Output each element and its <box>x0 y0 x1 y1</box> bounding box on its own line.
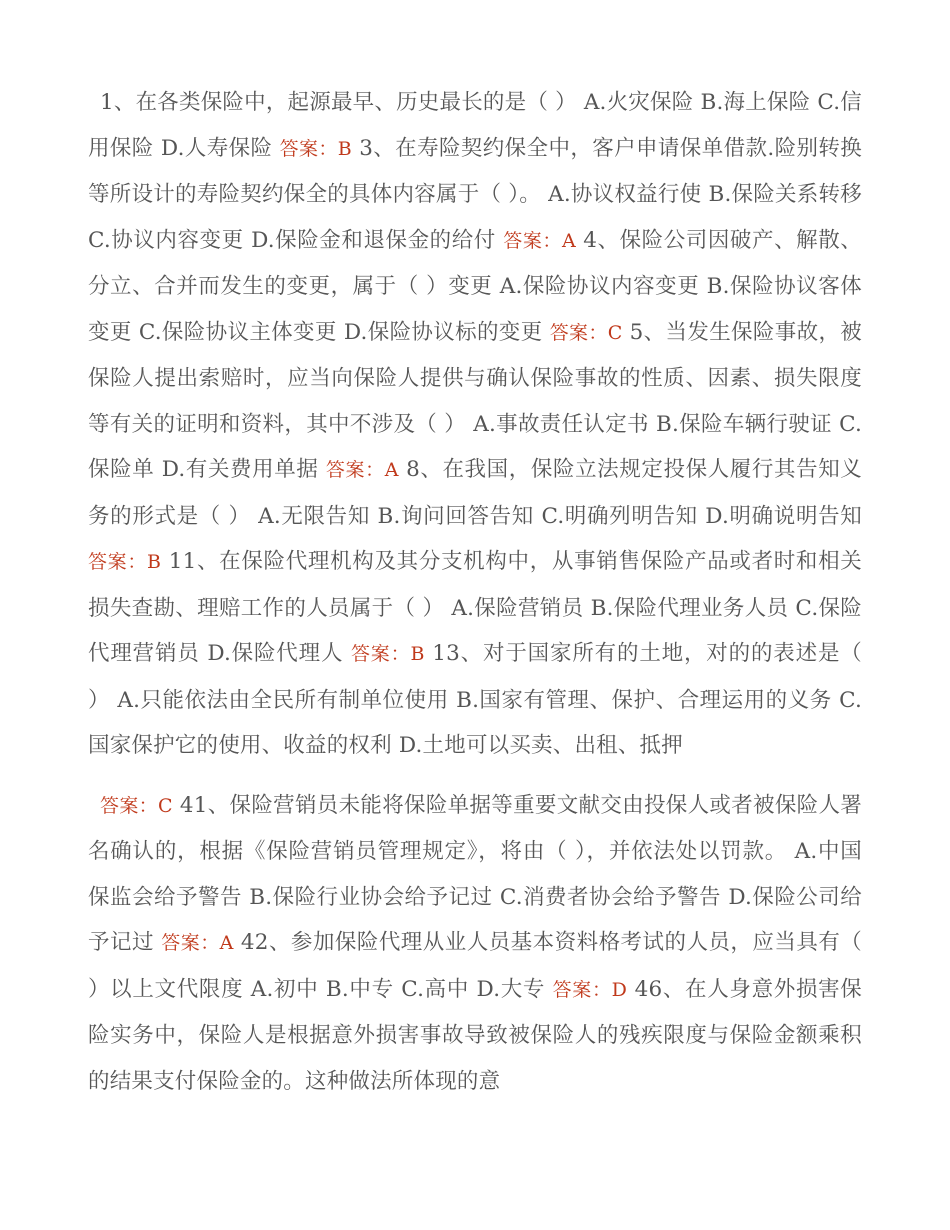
question-text: 4、保险公司因破产、解散、分立、合并而发生的变更，属于（ ）变更 A.保险协议内容变更 B.保险协议客体变更 C.保险协议主体变更 D.保险协议标的变更 <box>88 227 862 345</box>
answer-label: 答案：D <box>552 978 628 1001</box>
paragraph-questions-2 <box>88 783 862 1105</box>
answer-label: 答案：C <box>549 321 623 344</box>
question-text: 5、当发生保险事故，被保险人提出索赔时，应当向保险人提供与确认保险事故的性质、因素、损失限度等有关的证明和资料，其中不涉及（ ） A.事故责任认定书 B.保险车辆行驶证 C.保险单 D.有关费用单据 <box>88 319 862 482</box>
answer-label: 答案：B <box>88 551 162 573</box>
question-text: 1、在各类保险中，起源最早、历史最长的是（ ） A.火灾保险 B.海上保险 C.信用保险 D.人寿保险 <box>88 90 862 161</box>
answer-label: 答案：A <box>325 459 399 481</box>
question-text: 46、在人身意外损害保险实务中，保险人是根据意外损害事故导致被保险人的残疾限度与保险金额乘积的结果支付保险金的。这种做法所体现的意 <box>88 976 863 1094</box>
answer-label: 答案：C <box>100 794 173 817</box>
question-text: 41、保险营销员未能将保险单据等重要文献交由投保人或者被保险人署名确认的，根据《保险营销员管理规定》，将由（ ），并依法处以罚款。 A.中国保监会给予警告 B.保险行业协会给予记过 C.消费者协会给予警告 D.保险公司给予记过 <box>88 792 863 955</box>
question-text: 8、在我国，保险立法规定投保人履行其告知义务的形式是（ ） A.无限告知 B.询问回答告知 C.明确列明告知 D.明确说明告知 <box>88 457 862 529</box>
question-text: 13、对于国家所有的土地，对的的表述是（ ） A.只能依法由全民所有制单位使用 B.国家有管理、保护、合理运用的义务 C.国家保护它的使用、收益的权利 D.土地可以买卖、出租、抵押 <box>88 641 862 758</box>
answer-label: 答案：B <box>350 643 425 665</box>
question-text: 11、在保险代理机构及其分支机构中，从事销售保险产品或者时和相关损失查勘、理赔工作的人员属于（ ） A.保险营销员 B.保险代理业务人员 C.保险代理营销员 D.保险代理人 <box>88 549 863 666</box>
answer-label: 答案：A <box>161 932 234 954</box>
question-text: 42、参加保险代理从业人员基本资料格考试的人员，应当具有（ ）以上文代限度 A.初中 B.中专 C.高中 D.大专 <box>88 930 863 1002</box>
paragraph-questions-1 <box>88 80 862 769</box>
question-text: 3、在寿险契约保全中，客户申请保单借款.险别转换等所设计的寿险契约保全的具体内容属于（ ）。 A.协议权益行使 B.保险关系转移 C.协议内容变更 D.保险金和退保金的给付 <box>88 135 862 253</box>
document-page <box>88 80 862 1104</box>
answer-label: 答案：A <box>503 229 576 252</box>
answer-label: 答案：B <box>279 137 352 160</box>
